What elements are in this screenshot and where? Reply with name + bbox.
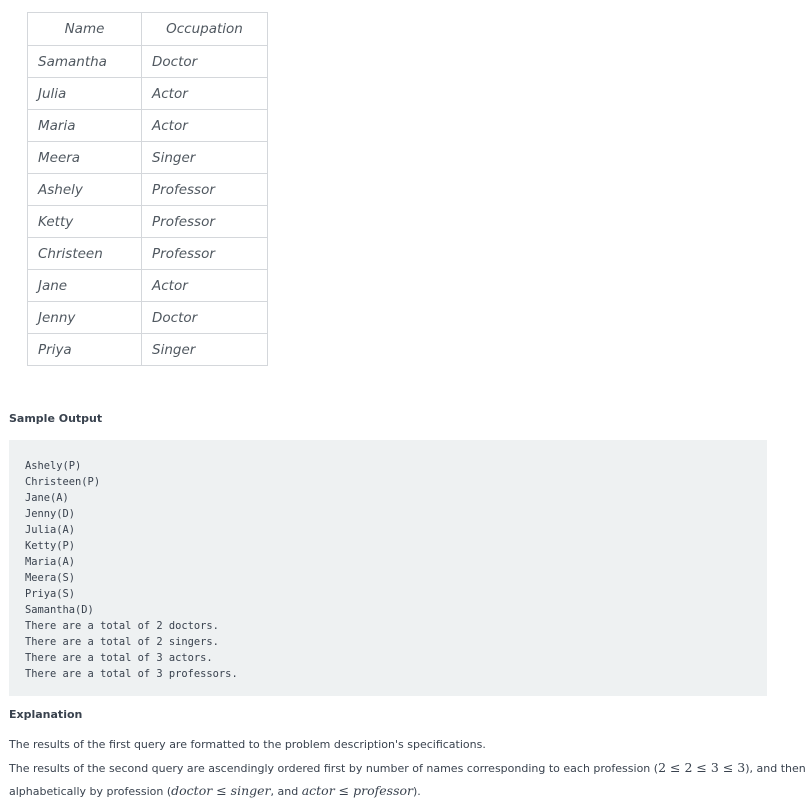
explanation-title: Explanation <box>9 708 83 721</box>
cell-occupation: Professor <box>142 238 268 270</box>
code-line: Julia(A) <box>25 524 76 536</box>
table-header-row <box>28 13 268 46</box>
math-doctor-singer: doctor ≤ singer <box>171 783 271 798</box>
math-count-inequality: 2 ≤ 2 ≤ 3 ≤ 3 <box>658 760 746 775</box>
cell-name: Christeen <box>28 238 142 270</box>
sample-output-code <box>25 458 238 682</box>
cell-name: Samantha <box>28 46 142 78</box>
sample-output-title: Sample Output <box>9 412 103 425</box>
header-occupation: Occupation <box>142 13 268 46</box>
code-line: There are a total of 2 doctors. <box>25 620 219 632</box>
cell-occupation: Actor <box>142 78 268 110</box>
code-line: There are a total of 3 actors. <box>25 652 213 664</box>
code-line: Jenny(D) <box>25 508 76 520</box>
explanation-line-3-suffix: ). <box>413 785 421 798</box>
table-row <box>28 238 268 270</box>
sample-table <box>27 12 268 366</box>
code-line: Maria(A) <box>25 556 76 568</box>
table-row <box>28 270 268 302</box>
explanation-line-2-suffix: ), and then <box>745 762 806 775</box>
cell-name: Meera <box>28 142 142 174</box>
sample-output-block <box>9 440 767 696</box>
cell-occupation: Professor <box>142 206 268 238</box>
math-actor-professor: actor ≤ professor <box>301 783 413 798</box>
cell-name: Ketty <box>28 206 142 238</box>
cell-name: Maria <box>28 110 142 142</box>
code-line: There are a total of 3 professors. <box>25 668 238 680</box>
header-name: Name <box>28 13 142 46</box>
cell-occupation: Doctor <box>142 46 268 78</box>
cell-name: Julia <box>28 78 142 110</box>
code-line: Samantha(D) <box>25 604 94 616</box>
code-line: Meera(S) <box>25 572 76 584</box>
explanation-line-3-mid: , and <box>270 785 302 798</box>
table-row <box>28 334 268 366</box>
cell-name: Ashely <box>28 174 142 206</box>
code-line: Ketty(P) <box>25 540 76 552</box>
explanation-line-2 <box>9 760 806 775</box>
explanation-line-1: The results of the first query are formatted to the problem description's specifications. <box>9 738 486 751</box>
cell-occupation: Singer <box>142 334 268 366</box>
cell-occupation: Actor <box>142 270 268 302</box>
table-row <box>28 110 268 142</box>
table-row <box>28 46 268 78</box>
code-line: There are a total of 2 singers. <box>25 636 219 648</box>
code-line: Ashely(P) <box>25 460 82 472</box>
table-row <box>28 142 268 174</box>
table-body <box>28 46 268 366</box>
code-line: Christeen(P) <box>25 476 101 488</box>
cell-name: Jane <box>28 270 142 302</box>
cell-occupation: Singer <box>142 142 268 174</box>
cell-occupation: Professor <box>142 174 268 206</box>
explanation-line-3 <box>9 783 421 798</box>
cell-occupation: Actor <box>142 110 268 142</box>
sample-table-container <box>27 12 268 366</box>
cell-name: Jenny <box>28 302 142 334</box>
table-row <box>28 302 268 334</box>
explanation-line-2-prefix: The results of the second query are ascendingly ordered first by number of names corresponding to each profession ( <box>9 762 659 775</box>
table-row <box>28 78 268 110</box>
table-row <box>28 174 268 206</box>
code-line: Priya(S) <box>25 588 76 600</box>
explanation-line-3-prefix: alphabetically by profession ( <box>9 785 172 798</box>
cell-occupation: Doctor <box>142 302 268 334</box>
code-line: Jane(A) <box>25 492 69 504</box>
cell-name: Priya <box>28 334 142 366</box>
table-row <box>28 206 268 238</box>
